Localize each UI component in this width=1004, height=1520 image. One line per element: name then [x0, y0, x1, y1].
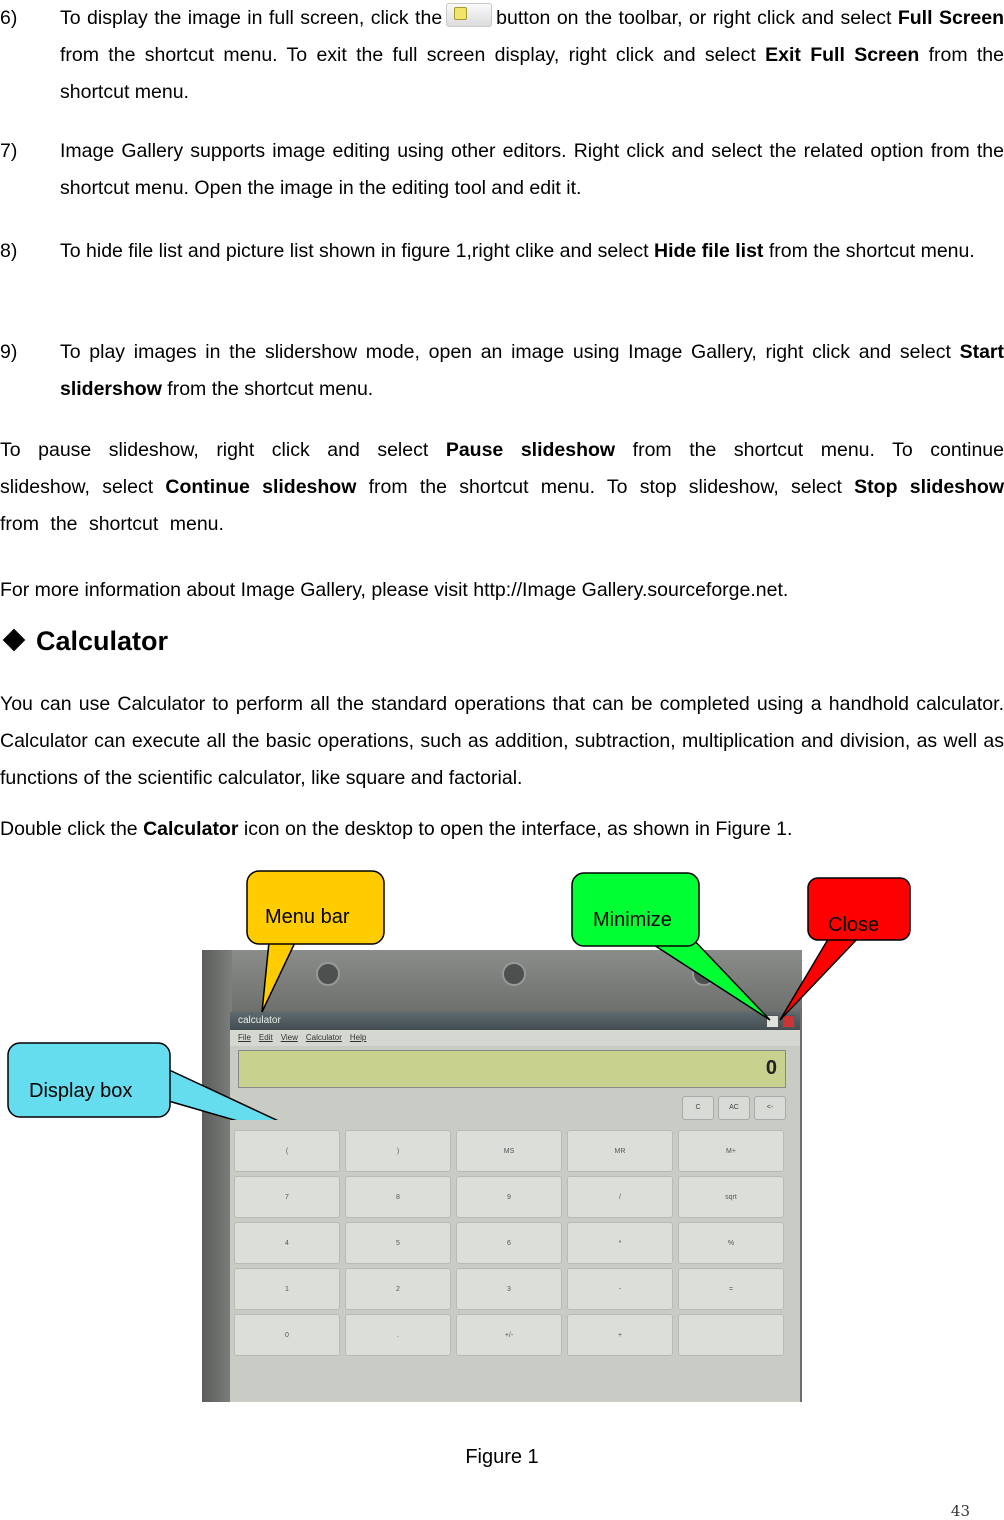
item-number: 6)	[0, 7, 18, 29]
calc-key[interactable]: 1	[234, 1268, 340, 1310]
calc-key[interactable]: MS	[456, 1130, 562, 1172]
calc-key[interactable]: +	[567, 1314, 673, 1356]
display-box-label: Display box	[29, 1080, 133, 1102]
calc-key[interactable]: .	[345, 1314, 451, 1356]
close-label: Close	[828, 914, 880, 934]
page-number: 43	[950, 1502, 970, 1520]
section-heading: Calculator	[0, 626, 168, 657]
callouts	[0, 860, 1004, 1120]
diamond-bullet-icon	[3, 629, 26, 652]
clear-button[interactable]: C	[682, 1096, 714, 1120]
calc-key[interactable]: 9	[456, 1176, 562, 1218]
item-number: 7)	[0, 140, 18, 162]
figure-caption: Figure 1	[465, 1446, 539, 1468]
calc-key[interactable]	[678, 1314, 784, 1356]
calc-key[interactable]: 4	[234, 1222, 340, 1264]
menu-help[interactable]: Help	[349, 1033, 367, 1042]
calculator-intro: You can use Calculator to perform all the standard operations that can be completed using a handhold calculator. Calculator can execute all the basic operations, such as addition, subtraction, multiplication and division, as well as functions of the scientific calculator, like square and factorial.	[0, 693, 1004, 789]
calc-key[interactable]: sqrt	[678, 1176, 784, 1218]
menu-bar-label: Menu bar	[265, 906, 350, 928]
calc-key[interactable]: (	[234, 1130, 340, 1172]
calc-key[interactable]: 0	[234, 1314, 340, 1356]
calc-key[interactable]: +/-	[456, 1314, 562, 1356]
calc-key[interactable]: 7	[234, 1176, 340, 1218]
title-bar: calculator	[230, 1012, 800, 1030]
item-text: To hide file list and picture list shown in figure 1,right clike and select Hide file list from the shortcut menu.	[60, 240, 975, 262]
calc-key[interactable]: 2	[345, 1268, 451, 1310]
item-text: Image Gallery supports image editing using other editors. Right click and select the related option from the shortcut menu. Open the image in the editing tool and edit it.	[60, 140, 1004, 199]
calc-key[interactable]: 3	[456, 1268, 562, 1310]
minimize-callout	[572, 873, 770, 1020]
all-clear-button[interactable]: AC	[718, 1096, 750, 1120]
menu-view[interactable]: View	[280, 1033, 298, 1042]
calc-key[interactable]: %	[678, 1222, 784, 1264]
item-text: To play images in the slidershow mode, open an image using Image Gallery, right click and select Start slidershow from the shortcut menu.	[60, 341, 1004, 400]
menu-calculator[interactable]: Calculator	[305, 1033, 342, 1042]
calc-key[interactable]: M+	[678, 1130, 784, 1172]
calc-key[interactable]: 8	[345, 1176, 451, 1218]
item-number: 8)	[0, 240, 18, 262]
calc-key[interactable]: -	[567, 1268, 673, 1310]
calc-key[interactable]: )	[345, 1130, 451, 1172]
calc-key[interactable]: *	[567, 1222, 673, 1264]
more-info-paragraph: For more information about Image Gallery, please visit http://Image Gallery.sourceforge.net.	[0, 579, 789, 601]
calc-key[interactable]: =	[678, 1268, 784, 1310]
calc-key[interactable]: MR	[567, 1130, 673, 1172]
full-screen-icon	[446, 3, 492, 27]
calc-key[interactable]: /	[567, 1176, 673, 1218]
slideshow-paragraph: To pause slideshow, right click and select Pause slideshow from the shortcut menu. To continue slideshow, select Continue slideshow from the shortcut menu. To stop slideshow, select Stop slideshow from the shortcut menu.	[0, 439, 1004, 535]
calc-key[interactable]: 5	[345, 1222, 451, 1264]
item-number: 9)	[0, 341, 18, 363]
minimize-label: Minimize	[593, 909, 672, 931]
backspace-button[interactable]: <-	[754, 1096, 786, 1120]
open-instructions: Double click the Calculator icon on the desktop to open the interface, as shown in Figure 1.	[0, 818, 793, 840]
menu-edit[interactable]: Edit	[258, 1033, 273, 1042]
close-callout	[780, 878, 910, 1020]
menu-bar-callout	[247, 871, 384, 1012]
item-text: To display the image in full screen, click the button on the toolbar, or right click and select Full Screen from the shortcut menu. To exit the full screen display, right click and select Exit Full Screen from the shortcut menu.	[60, 0, 1004, 111]
display-box: 0	[238, 1050, 786, 1088]
menu-file[interactable]: File	[238, 1033, 251, 1042]
calc-key[interactable]: 6	[456, 1222, 562, 1264]
